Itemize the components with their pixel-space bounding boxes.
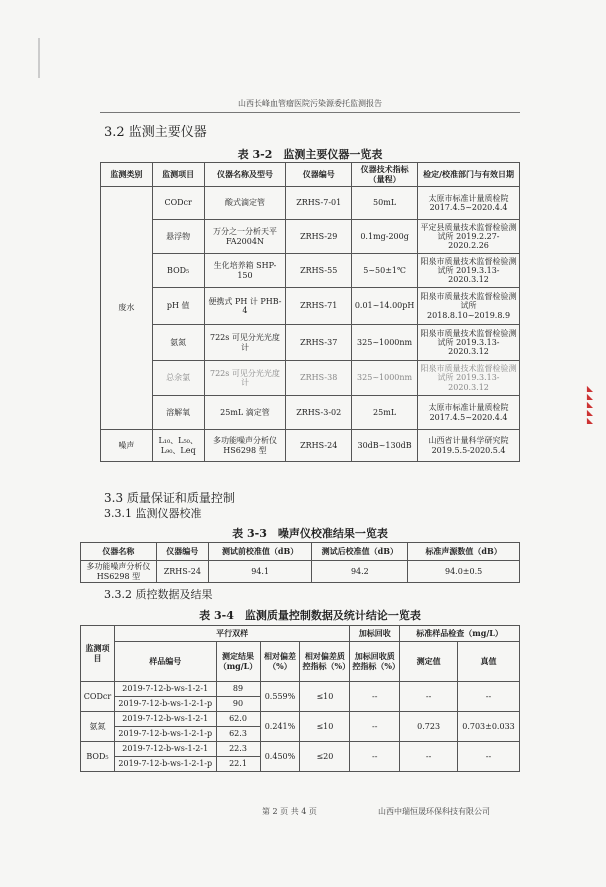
cell: 太原市标准计量质检院 2017.4.5~2020.4.4: [418, 396, 520, 430]
cell: 2019-7-12-b-ws-1-2-1: [114, 682, 216, 697]
table-row: [81, 561, 520, 583]
table-row: [101, 187, 520, 220]
th-relative-deviation: 相对偏差（%）: [260, 642, 300, 682]
th-calibration: 检定/校准部门与有效日期: [418, 163, 520, 187]
th-category: 监测类别: [101, 163, 153, 187]
th-sample-number: 样品编号: [114, 642, 216, 682]
th-instrument-number: 仪器编号: [156, 543, 208, 561]
cell: 氨氮: [152, 325, 204, 361]
cell: 多功能噪声分析仪 HS6298 型: [81, 561, 157, 583]
th-item: 监测项目: [152, 163, 204, 187]
cell: BOD₅: [81, 742, 115, 772]
binding-mark: [38, 38, 40, 78]
th-standard-sample: 标准样品检查（mg/L）: [400, 626, 520, 642]
cell: 722s 可见分光光度计: [204, 361, 286, 396]
th-monitoring-item: 监测项目: [81, 626, 115, 682]
cell: 0.450%: [260, 742, 300, 772]
table-3-2-caption: 表 3-2 监测主要仪器一览表: [237, 148, 383, 161]
th-measured: 测定值: [400, 642, 458, 682]
cell: 平定县质量技术监督检验测试所 2019.2.27-2020.2.26: [418, 220, 520, 254]
cell: --: [400, 742, 458, 772]
table-row: [101, 361, 520, 396]
cell: 50mL: [352, 187, 418, 220]
th-post-calibration: 测试后校准值（dB）: [312, 543, 408, 561]
cell: 62.3: [216, 727, 260, 742]
category-noise: 噪声: [101, 430, 153, 462]
table-row: [101, 325, 520, 361]
cell: 2019-7-12-b-ws-1-2-1: [114, 712, 216, 727]
cell: 0.01~14.00pH: [352, 288, 418, 325]
cell: 2019-7-12-b-ws-1-2-1: [114, 742, 216, 757]
cell: 5~50±1℃: [352, 254, 418, 288]
table-row: [101, 220, 520, 254]
calibration-table: [80, 542, 520, 583]
cell: --: [400, 682, 458, 712]
instrument-table: [100, 162, 520, 462]
section-3-3-heading: 3.3 质量保证和质量控制: [104, 491, 235, 505]
table-row: [81, 712, 520, 727]
seam-stamp: ◣ ◣ ◣ ◣ ◣: [586, 384, 594, 425]
cell: 氨氮: [81, 712, 115, 742]
cell: 0.1mg-200g: [352, 220, 418, 254]
cell: 94.2: [312, 561, 408, 583]
cell: --: [457, 742, 519, 772]
cell: 25mL 滴定管: [204, 396, 286, 430]
th-parallel: 平行双样: [114, 626, 349, 642]
cell: 0.559%: [260, 682, 300, 712]
th-pre-calibration: 测试前校准值（dB）: [208, 543, 312, 561]
cell: 生化培养箱 SHP-150: [204, 254, 286, 288]
table-row: [101, 396, 520, 430]
cell: 便携式 PH 计 PHB-4: [204, 288, 286, 325]
cell: ≤10: [300, 682, 350, 712]
th-instrument: 仪器名称及型号: [204, 163, 286, 187]
th-deviation-index: 相对偏差质控指标（%）: [300, 642, 350, 682]
cell: 22.3: [216, 742, 260, 757]
cell: 25mL: [352, 396, 418, 430]
cell: ZRHS-3-02: [286, 396, 352, 430]
cell: --: [457, 682, 519, 712]
table-row: [81, 682, 520, 697]
cell: --: [350, 742, 400, 772]
page-header: 山西长峰血管瘤医院污染源委托监测报告: [100, 98, 520, 113]
th-spike: 加标回收: [350, 626, 400, 642]
cell: 0.703±0.033: [457, 712, 519, 742]
cell: ZRHS-7-01: [286, 187, 352, 220]
th-standard-source: 标准声源数值（dB）: [408, 543, 520, 561]
cell: ZRHS-24: [156, 561, 208, 583]
cell: 22.1: [216, 757, 260, 772]
th-number: 仪器编号: [286, 163, 352, 187]
cell: 2019-7-12-b-ws-1-2-1-p: [114, 697, 216, 712]
cell: 总余氯: [152, 361, 204, 396]
cell: 722s 可见分光光度计: [204, 325, 286, 361]
category-wastewater: 废水: [101, 187, 153, 430]
cell: 阳泉市质量技术监督检验测试所 2019.3.13-2020.3.12: [418, 254, 520, 288]
section-3-3-2-heading: 3.3.2 质控数据及结果: [104, 588, 213, 601]
table-row: [101, 430, 520, 462]
cell: 多功能噪声分析仪 HS6298 型: [204, 430, 286, 462]
cell: --: [350, 712, 400, 742]
cell: 阳泉市质量技术监督检验测试所 2019.3.13-2020.3.12: [418, 361, 520, 396]
cell: 阳泉市质量技术监督检验测试所 2019.3.13-2020.3.12: [418, 325, 520, 361]
cell: 溶解氧: [152, 396, 204, 430]
cell: --: [350, 682, 400, 712]
cell: 酸式滴定管: [204, 187, 286, 220]
cell: 325~1000nm: [352, 325, 418, 361]
cell: 悬浮物: [152, 220, 204, 254]
cell: pH 值: [152, 288, 204, 325]
cell: 94.0±0.5: [408, 561, 520, 583]
cell: ZRHS-37: [286, 325, 352, 361]
cell: BOD₅: [152, 254, 204, 288]
section-3-2-heading: 3.2 监测主要仪器: [104, 125, 207, 140]
table-row: [101, 288, 520, 325]
cell: 30dB~130dB: [352, 430, 418, 462]
cell: 94.1: [208, 561, 312, 583]
table-row: [101, 254, 520, 288]
th-spike-index: 加标回收质控指标（%）: [350, 642, 400, 682]
table-3-3-caption: 表 3-3 噪声仪校准结果一览表: [232, 527, 388, 540]
cell: 2019-7-12-b-ws-1-2-1-p: [114, 727, 216, 742]
cell: 万分之一分析天平 FA2004N: [204, 220, 286, 254]
th-range: 仪器技术指标（量程）: [352, 163, 418, 187]
cell: ZRHS-71: [286, 288, 352, 325]
cell: ZRHS-24: [286, 430, 352, 462]
cell: 90: [216, 697, 260, 712]
cell: 0.723: [400, 712, 458, 742]
cell: CODcr: [152, 187, 204, 220]
cell: 325~1000nm: [352, 361, 418, 396]
cell: ZRHS-38: [286, 361, 352, 396]
cell: ≤20: [300, 742, 350, 772]
cell: 2019-7-12-b-ws-1-2-1-p: [114, 757, 216, 772]
cell: 89: [216, 682, 260, 697]
cell: ZRHS-55: [286, 254, 352, 288]
th-result: 测定结果（mg/L）: [216, 642, 260, 682]
page-number: 第 2 页 共 4 页: [262, 807, 317, 816]
cell: 62.0: [216, 712, 260, 727]
quality-control-table: [80, 625, 520, 772]
th-true-value: 真值: [457, 642, 519, 682]
cell: CODcr: [81, 682, 115, 712]
cell: 太原市标准计量质检院 2017.4.5~2020.4.4: [418, 187, 520, 220]
cell: 山西省计量科学研究院 2019.5.5-2020.5.4: [418, 430, 520, 462]
cell: 0.241%: [260, 712, 300, 742]
cell: L₁₀、L₅₀、L₉₀、Leq: [152, 430, 204, 462]
section-3-3-1-heading: 3.3.1 监测仪器校准: [104, 507, 202, 520]
cell: ≤10: [300, 712, 350, 742]
th-instrument-name: 仪器名称: [81, 543, 157, 561]
cell: ZRHS-29: [286, 220, 352, 254]
table-3-4-caption: 表 3-4 监测质量控制数据及统计结论一览表: [199, 609, 421, 622]
company-name: 山西中瑞恒晟环保科技有限公司: [378, 807, 490, 816]
cell: 阳泉市质量技术监督检验测试所 2018.8.10~2019.8.9: [418, 288, 520, 325]
table-row: [81, 742, 520, 757]
